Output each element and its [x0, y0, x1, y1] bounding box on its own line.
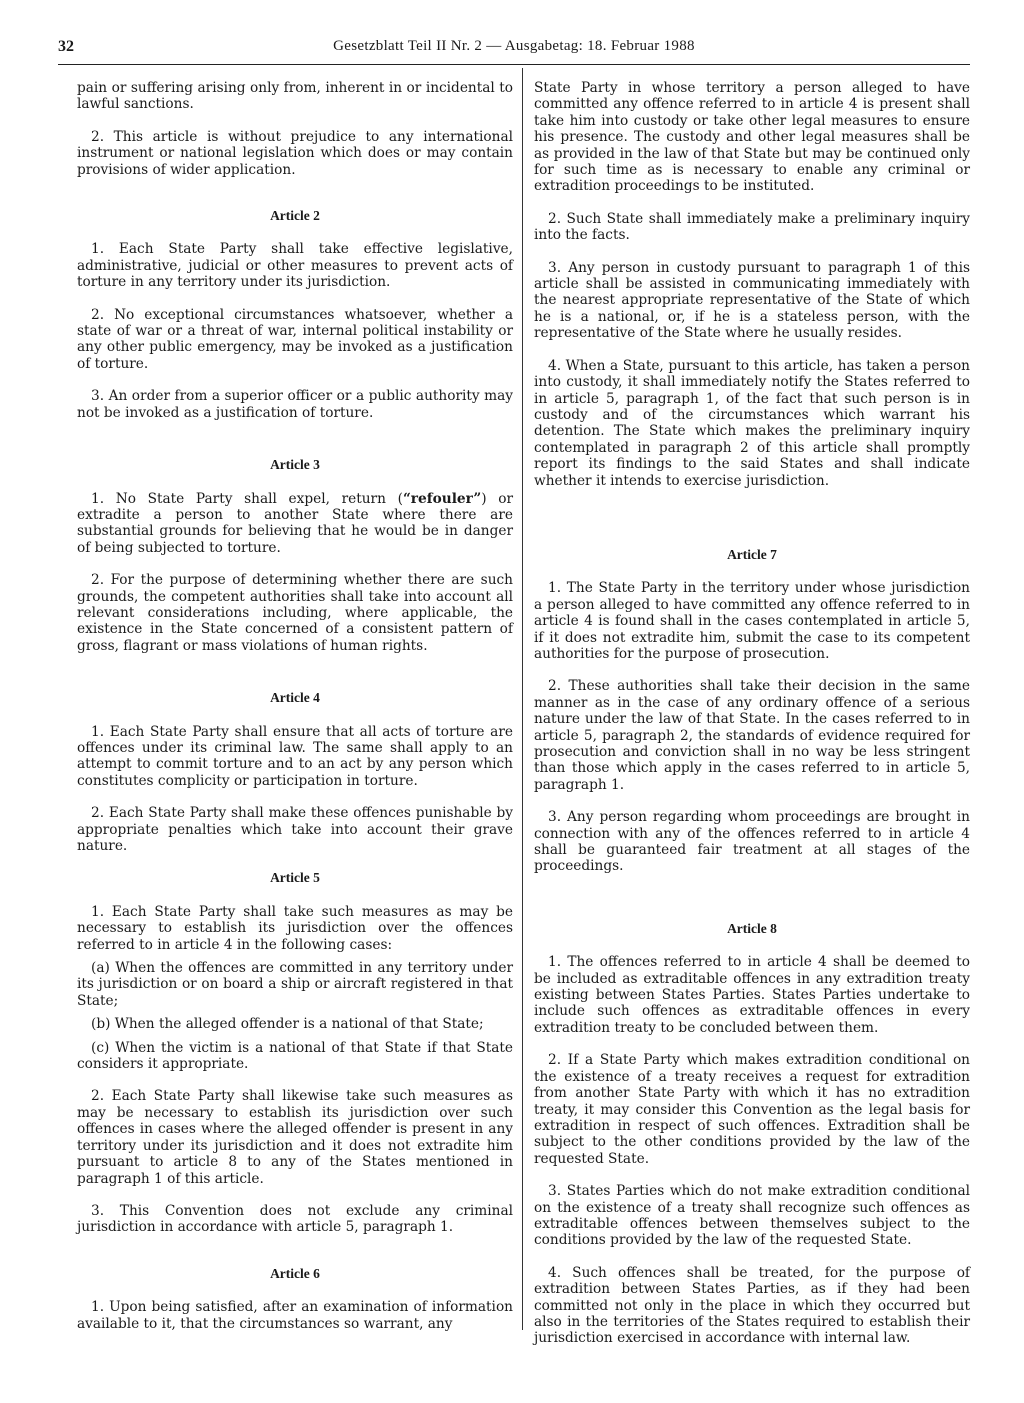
paragraph: 3. States Parties which do not make extradition conditional on the existence of a treaty shall recognize such offences as extraditable offences between themselves subject to the conditions provided by the law of the requested State.: [534, 1183, 970, 1249]
paragraph: 1. Each State Party shall take effective legislative, administrative, judicial or other measures to prevent acts of torture in any territory under its jurisdiction.: [77, 241, 513, 291]
paragraph: State Party in whose territory a person alleged to have committed any offence referred to in article 4 is present shall take him into custody or take other legal measures to ensure his presence. The custody and other legal measures shall be as provided in the law of that State but may be continued only for such time as is necessary to enable any criminal or extradition proceedings to be instituted.: [534, 80, 970, 195]
paragraph: 3. Any person regarding whom proceedings are brought in connection with any of the offences referred to in article 4 shall be guaranteed fair treatment at all stages of the proceedings.: [534, 809, 970, 875]
paragraph: 3. Any person in custody pursuant to paragraph 1 of this article shall be assisted in communicating immediately with the nearest appropriate representative of the State of which he is a national, or, if he is a stateless person, with the representative of the State where he usually resides.: [534, 259, 970, 342]
paragraph: (c) When the victim is a national of that State if that State considers it appropriate.: [77, 1039, 513, 1073]
paragraph: 1. The offences referred to in article 4 shall be deemed to be included as extraditable offences in any extradition treaty existing between States Parties. States Parties undertake to include such offences as extraditable offences in every extradition treaty to be concluded between them.: [534, 954, 970, 1036]
paragraph: 2. For the purpose of determining whether there are such grounds, the competent authorities shall take into account all relevant considerations including, where applicable, the existence in the State concerned of a consistent pattern of gross, flagrant or mass violations of human rights.: [77, 572, 513, 654]
paragraph: 2. If a State Party which makes extradition conditional on the existence of a treaty receives a request for extradition from another State Party with which it has no extradition treaty, it may consider this Convention as the legal basis for extradition in respect of such offences. Extradition shall be subject to the other conditions provided by the law of the requested State.: [534, 1052, 970, 1167]
paragraph: 2. This article is without prejudice to any international instrument or national legislation which does or may contain provisions of wider application.: [77, 128, 513, 178]
article-8-heading: Article 8: [727, 920, 777, 936]
article-5-heading: Article 5: [270, 870, 320, 886]
paragraph: 1. The State Party in the territory under whose jurisdiction a person alleged to have committed any offence referred to in article 4 is found shall in the cases contemplated in article 5, if it does not extradite him, submit the case to its competent authorities for the purpose of prosecution.: [534, 580, 970, 662]
text-run: ) or extradite a person to another State where there are substantial grounds for believing that he would be in danger of being subjected to torture.: [77, 490, 513, 556]
paragraph: (a) When the offences are committed in any territory under its jurisdiction or on board a ship or aircraft registered in that State;: [77, 960, 513, 1009]
right-column: [534, 80, 970, 1363]
page-header: [58, 38, 970, 65]
paragraph: (b) When the alleged offender is a national of that State;: [91, 1016, 484, 1033]
article-3-heading: Article 3: [270, 457, 320, 473]
gazette-title: Gesetzblatt Teil II Nr. 2 — Ausgabetag: 18. Februar 1988: [333, 38, 695, 54]
paragraph: [77, 491, 513, 557]
paragraph: 1. Upon being satisfied, after an examination of information available to it, that the circumstances so warrant, any: [77, 1299, 513, 1332]
paragraph: 2. Such State shall immediately make a preliminary inquiry into the facts.: [534, 210, 970, 244]
article-4-heading: Article 4: [270, 690, 320, 706]
paragraph: 2. Each State Party shall make these offences punishable by appropriate penalties which take into account their grave nature.: [77, 805, 513, 854]
paragraph: 3. This Convention does not exclude any criminal jurisdiction in accordance with article 5, paragraph 1.: [77, 1202, 513, 1236]
paragraph: 4. When a State, pursuant to this article, has taken a person into custody, it shall immediately notify the States referred to in article 5, paragraph 1, of the fact that such person is in custody and of the circumstances which warrant his detention. The State which makes the preliminary inquiry contemplated in paragraph 2 of this article shall promptly report its findings to the said States and shall indicate whether it intends to exercise jurisdiction.: [534, 357, 970, 489]
paragraph: 3. An order from a superior officer or a public authority may not be invoked as a justification of torture.: [77, 388, 513, 421]
paragraph: 2. Each State Party shall likewise take such measures as may be necessary to establish its jurisdiction over such offences in cases where the alleged offender is present in any territory under its jurisdiction and it does not extradite him pursuant to article 8 to any of the States mentioned in paragraph 1 of this article.: [77, 1088, 513, 1187]
left-column: [77, 80, 513, 1348]
paragraph: 4. Such offences shall be treated, for the purpose of extradition between States Parties, as if they had been committed not only in the place in which they occurred but also in the territories of the States required to establish their jurisdiction exercised in accordance with internal law.: [534, 1264, 970, 1347]
paragraph: 1. Each State Party shall take such measures as may be necessary to establish its jurisdiction over the offences referred to in article 4 in the following cases:: [77, 903, 513, 953]
article-7-heading: Article 7: [727, 546, 777, 562]
refouler-term: “refouler”: [402, 490, 482, 507]
paragraph: pain or suffering arising only from, inherent in or incidental to lawful sanctions.: [77, 80, 513, 113]
paragraph: 2. These authorities shall take their decision in the same manner as in the case of any ordinary offence of a serious nature under the law of that State. In the cases referred to in article 5, paragraph 2, the standards of evidence required for prosecution and conviction shall in no way be less stringent than those which apply in the cases referred to in article 5, paragraph 1.: [534, 678, 970, 793]
article-6-heading: Article 6: [270, 1265, 320, 1281]
column-divider: [522, 68, 523, 1330]
text-run: 1. No State Party shall expel, return (: [91, 490, 403, 507]
paragraph: 2. No exceptional circumstances whatsoever, whether a state of war or a threat of war, internal political instability or any other public emergency, may be invoked as a justification of torture.: [77, 306, 513, 372]
article-2-heading: Article 2: [270, 208, 320, 224]
paragraph: 1. Each State Party shall ensure that all acts of torture are offences under its criminal law. The same shall apply to an attempt to commit torture and to an act by any person which constitutes complicity or participation in torture.: [77, 723, 513, 789]
page-number: 32: [58, 38, 74, 55]
